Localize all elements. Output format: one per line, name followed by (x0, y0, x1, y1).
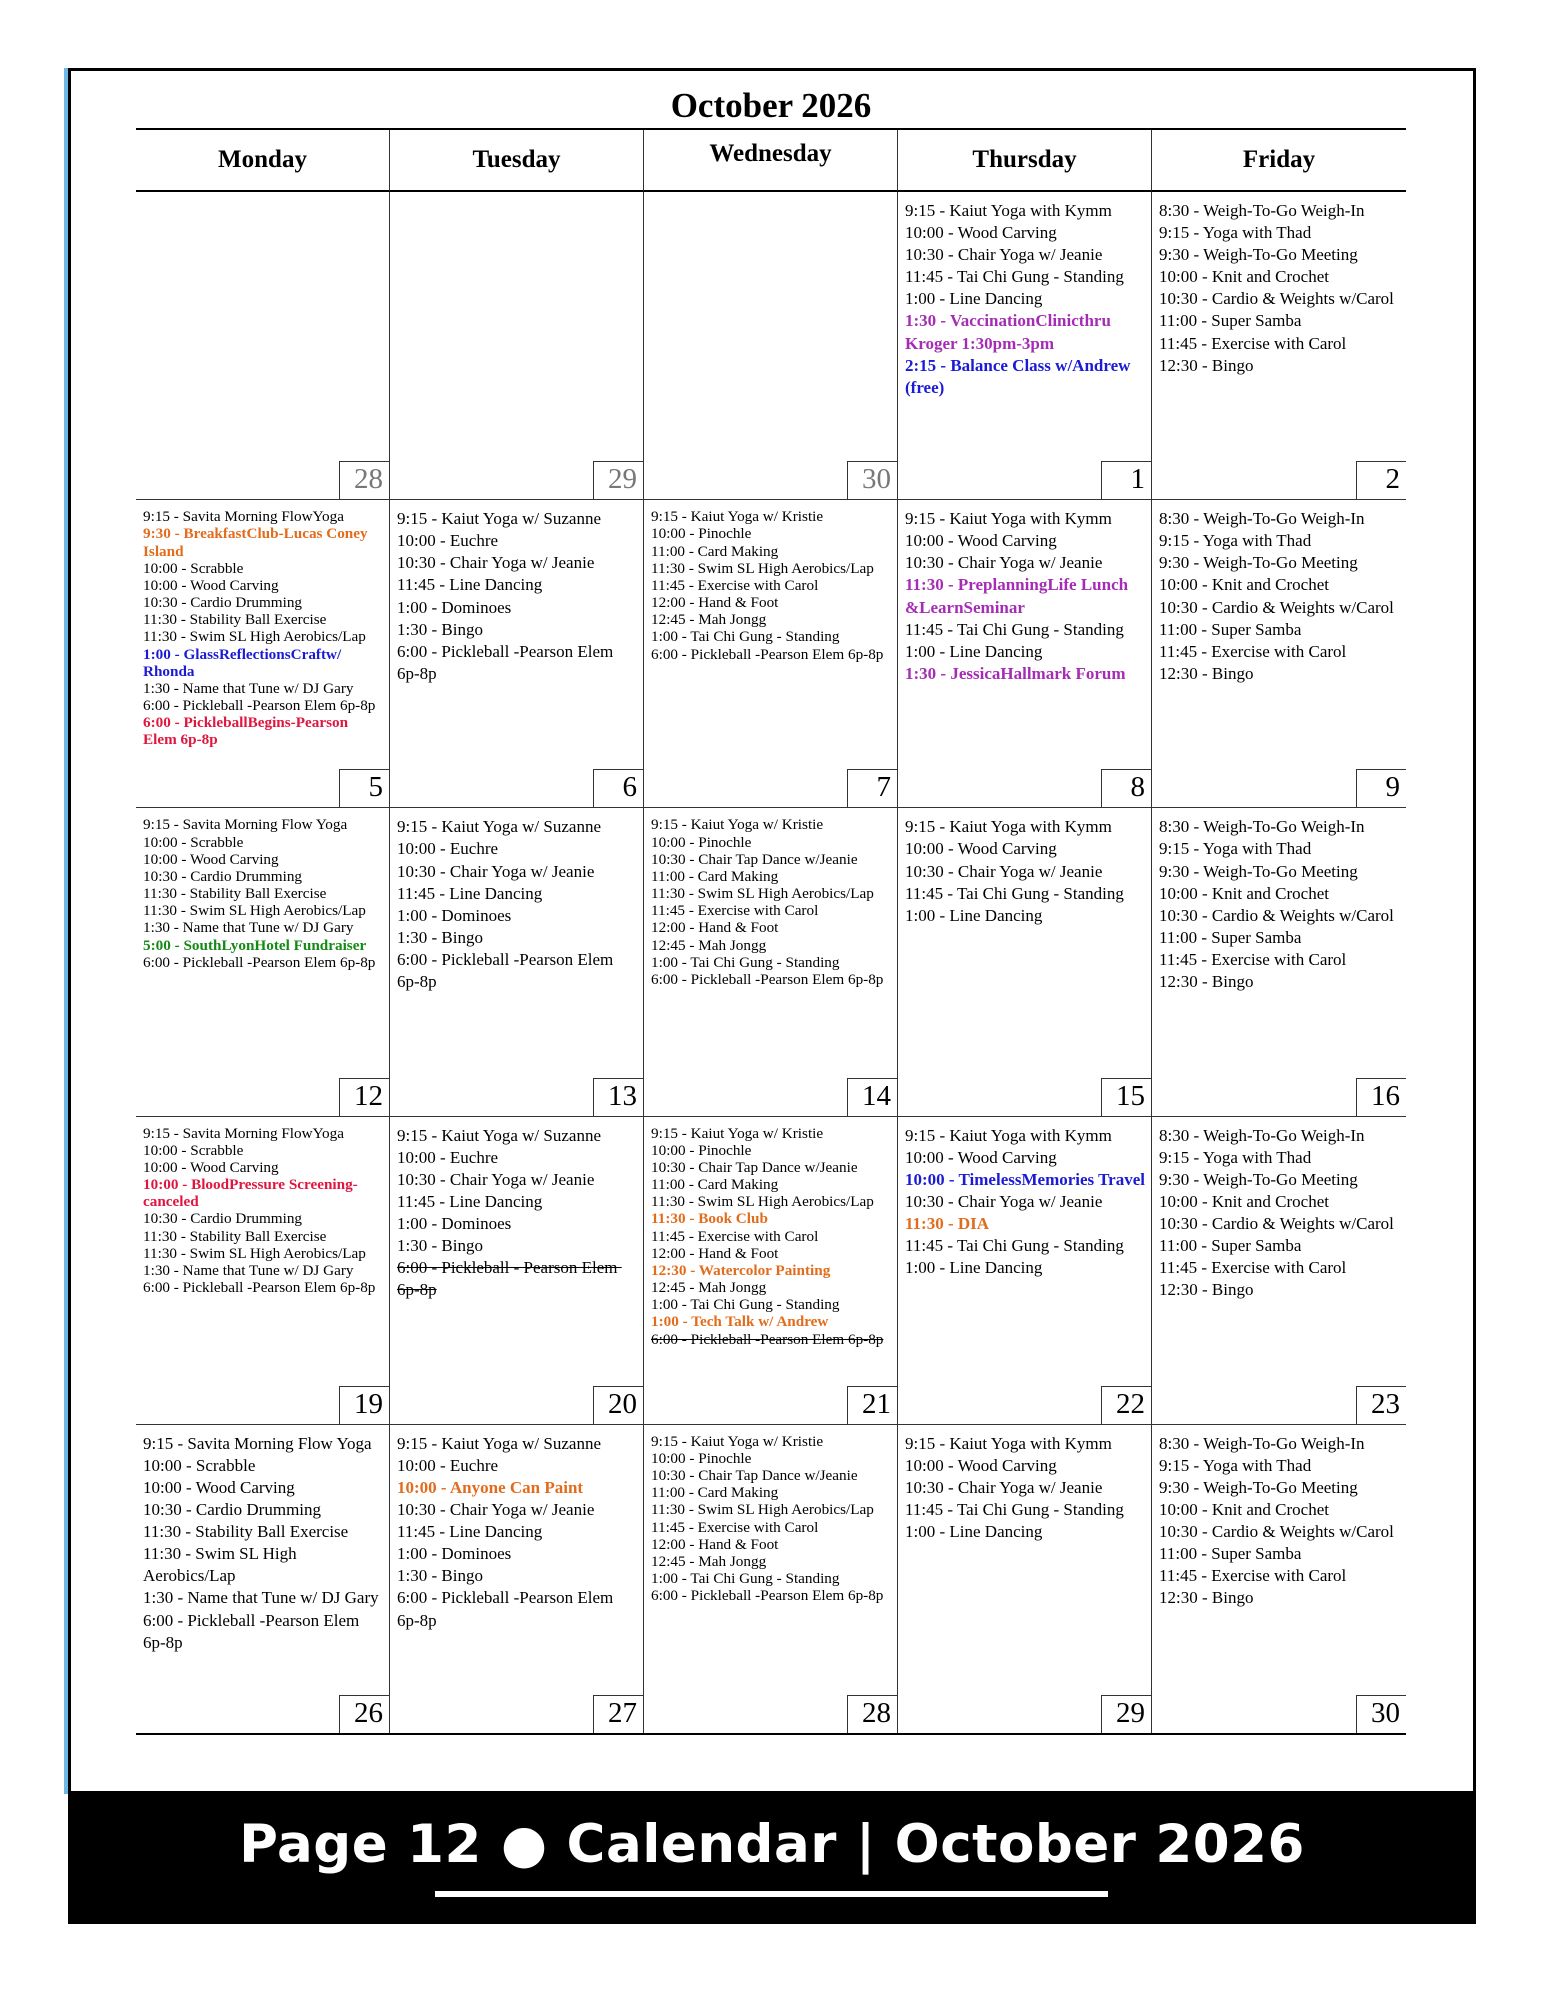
event-item: 10:30 - Chair Yoga w/ Jeanie (397, 1169, 595, 1189)
event-item: 10:30 - Cardio & Weights w/Carol (1159, 905, 1394, 925)
event-item: 1:00 - GlassReflectionsCraftw/ Rhonda (143, 645, 346, 680)
event-item: 11:45 - Line Dancing (397, 1522, 543, 1542)
event-list (1159, 1433, 1400, 1610)
event-list (397, 1125, 637, 1302)
event-item: 10:00 - TimelessMemories Travel (905, 1169, 1145, 1189)
event-item: 10:30 - Chair Tap Dance w/Jeanie (651, 1158, 858, 1176)
day-cell (644, 1425, 898, 1733)
event-item: 8:30 - Weigh-To-Go Weigh-In (1159, 817, 1365, 837)
footer-text: Page 12 ● Calendar | October 2026 (239, 1814, 1305, 1875)
day-cell (136, 192, 390, 500)
event-item: 11:45 - Exercise with Carol (1159, 949, 1347, 969)
day-cell (644, 808, 898, 1116)
event-item: 1:00 - Dominoes (397, 597, 512, 617)
event-item: 9:15 - Yoga with Thad (1159, 1455, 1312, 1475)
event-list (143, 1433, 383, 1654)
day-cell (136, 1117, 390, 1425)
event-item: 10:00 - Euchre (397, 1147, 499, 1167)
event-item: 10:00 - Pinochle (651, 525, 752, 543)
event-item: 10:00 - Euchre (397, 531, 499, 551)
event-list (651, 1433, 891, 1605)
event-item: 9:15 - Kaiut Yoga with Kymm (905, 509, 1112, 529)
event-item: 9:15 - Kaiut Yoga with Kymm (905, 201, 1112, 220)
event-list (143, 816, 383, 971)
event-item: 9:30 - Weigh-To-Go Meeting (1159, 1477, 1358, 1497)
event-item: 10:00 - Knit and Crochet (1159, 1500, 1329, 1520)
event-item: 11:30 - Swim SL High Aerobics/Lap (651, 885, 874, 903)
event-item: 10:30 - Chair Yoga w/ Jeanie (905, 245, 1103, 265)
event-item: 11:00 - Card Making (651, 1176, 779, 1194)
event-item: 9:15 - Savita Morning Flow Yoga (143, 1433, 372, 1453)
day-cell (390, 1117, 644, 1425)
event-list (1159, 816, 1400, 993)
event-list (397, 816, 637, 993)
event-item: 10:00 - Scrabble (143, 1455, 256, 1475)
event-item: 12:45 - Mah Jongg (651, 611, 767, 629)
event-item: 11:45 - Exercise with Carol (1159, 333, 1347, 353)
event-item: 1:00 - Line Dancing (905, 289, 1043, 309)
event-list (1159, 508, 1400, 685)
event-item: 10:00 - Knit and Crochet (1159, 1191, 1329, 1211)
day-cell (390, 500, 644, 808)
day-cell (1152, 192, 1406, 500)
event-item: 11:30 - Swim SL High Aerobics/Lap (651, 1193, 874, 1211)
day-number: 12 (339, 1078, 389, 1116)
event-item: 1:00 - Line Dancing (905, 905, 1043, 925)
footer-underline (435, 1891, 1108, 1897)
event-item: 10:30 - Cardio & Weights w/Carol (1159, 597, 1394, 617)
day-cell (898, 1117, 1152, 1425)
event-item: 9:15 - Yoga with Thad (1159, 531, 1312, 551)
event-item: 10:30 - Chair Yoga w/ Jeanie (397, 1500, 595, 1520)
day-cell (1152, 1117, 1406, 1425)
event-item: 12:45 - Mah Jongg (651, 1553, 767, 1570)
day-number: 16 (1356, 1078, 1406, 1116)
day-number: 30 (1356, 1695, 1406, 1733)
day-cell (390, 192, 644, 500)
event-item: 11:45 - Tai Chi Gung - Standing (905, 883, 1124, 903)
day-number: 7 (847, 769, 897, 807)
event-item: 1:30 - VaccinationClinicthru Kroger 1:30pm-3pm (905, 311, 1116, 353)
event-item: 10:00 - Scrabble (143, 1141, 244, 1159)
event-item: 11:30 - PreplanningLife Lunch &LearnSeminar (905, 575, 1133, 617)
day-number: 14 (847, 1078, 897, 1116)
day-number: 28 (847, 1695, 897, 1733)
event-item: 10:00 - Wood Carving (905, 839, 1057, 859)
day-number: 21 (847, 1386, 897, 1424)
day-cell (136, 1425, 390, 1733)
event-item: 10:30 - Cardio Drumming (143, 1210, 303, 1228)
event-item: 11:00 - Card Making (651, 542, 779, 560)
event-item: 6:00 - Pickleball -Pearson Elem 6p-8p (143, 697, 376, 715)
event-item: 12:45 - Mah Jongg (651, 936, 767, 954)
day-cell (1152, 1425, 1406, 1733)
event-item: 9:15 - Kaiut Yoga w/ Kristie (651, 1124, 824, 1142)
event-item: 10:00 - Wood Carving (905, 1147, 1057, 1167)
event-item: 11:45 - Tai Chi Gung - Standing (905, 1236, 1124, 1256)
event-item: 12:00 - Hand & Foot (651, 594, 779, 612)
event-list (905, 1125, 1145, 1280)
event-item: 11:45 - Line Dancing (397, 1191, 543, 1211)
event-item: 12:00 - Hand & Foot (651, 1535, 779, 1553)
event-item: 10:30 - Chair Yoga w/ Jeanie (905, 861, 1103, 881)
event-item: 11:45 - Exercise with Carol (1159, 641, 1347, 661)
event-list (905, 816, 1145, 926)
event-item: 11:45 - Exercise with Carol (1159, 1258, 1347, 1278)
event-item: 9:30 - Weigh-To-Go Meeting (1159, 553, 1358, 573)
event-item: 9:15 - Kaiut Yoga with Kymm (905, 817, 1112, 837)
event-item: 1:00 - Line Dancing (905, 641, 1043, 661)
day-number: 30 (847, 461, 897, 499)
event-list (143, 508, 383, 748)
day-number: 5 (339, 769, 389, 807)
event-item: 8:30 - Weigh-To-Go Weigh-In (1159, 201, 1365, 220)
event-item: 9:15 - Yoga with Thad (1159, 223, 1312, 243)
event-item: 1:00 - Tai Chi Gung - Standing (651, 1570, 840, 1588)
event-item: 1:30 - Bingo (397, 1566, 483, 1586)
event-item: 1:00 - Tai Chi Gung - Standing (651, 953, 840, 971)
event-item: 1:30 - JessicaHallmark Forum (905, 663, 1126, 683)
event-item: 10:00 - Knit and Crochet (1159, 267, 1329, 287)
event-item: 11:30 - Stability Ball Exercise (143, 1522, 349, 1542)
event-list (651, 508, 891, 663)
event-item: 11:00 - Super Samba (1159, 1236, 1302, 1256)
event-item: 10:30 - Cardio Drumming (143, 1500, 322, 1520)
event-item: 11:00 - Card Making (651, 867, 779, 885)
event-item: 11:00 - Super Samba (1159, 619, 1302, 639)
event-list (1159, 1125, 1400, 1302)
event-item: 10:00 - Scrabble (143, 833, 244, 851)
day-number: 9 (1356, 769, 1406, 807)
day-cell (898, 192, 1152, 500)
event-item: 2:15 - Balance Class w/Andrew (free) (905, 355, 1135, 397)
event-item: 9:15 - Kaiut Yoga w/ Kristie (651, 816, 824, 834)
event-item: 8:30 - Weigh-To-Go Weigh-In (1159, 1433, 1365, 1453)
event-item: 6:00 - Pickleball -Pearson Elem 6p-8p (651, 1587, 884, 1605)
event-list (1159, 200, 1400, 377)
event-item: 10:00 - Wood Carving (143, 576, 279, 594)
event-item: 10:30 - Chair Yoga w/ Jeanie (397, 861, 595, 881)
day-number: 8 (1101, 769, 1151, 807)
event-item: 9:15 - Yoga with Thad (1159, 839, 1312, 859)
event-item: 10:00 - Pinochle (651, 833, 752, 851)
event-item: 11:45 - Exercise with Carol (1159, 1566, 1347, 1586)
event-item: 1:00 - Line Dancing (905, 1258, 1043, 1278)
day-cell (136, 500, 390, 808)
day-cell (136, 808, 390, 1116)
event-item: 10:30 - Chair Tap Dance w/Jeanie (651, 1467, 858, 1485)
header-monday: Monday (136, 130, 390, 192)
event-item: 6:00 - Pickleball -Pearson Elem 6p-8p (397, 949, 618, 992)
event-item: 11:45 - Tai Chi Gung - Standing (905, 1500, 1124, 1520)
event-list (143, 1125, 383, 1297)
day-cell (390, 1425, 644, 1733)
day-cell (1152, 500, 1406, 808)
day-cell (1152, 808, 1406, 1116)
event-item: 11:45 - Exercise with Carol (651, 902, 819, 920)
event-item: 9:15 - Savita Morning FlowYoga (143, 1124, 344, 1142)
event-item: 1:00 - Dominoes (397, 905, 512, 925)
event-item: 11:00 - Super Samba (1159, 311, 1302, 331)
event-list (397, 508, 637, 685)
event-item: 10:30 - Chair Yoga w/ Jeanie (905, 1191, 1103, 1211)
day-number: 28 (339, 461, 389, 499)
event-item: 6:00 - Pickleball -Pearson Elem 6p-8p (143, 1610, 364, 1652)
footer-bar (68, 1794, 1476, 1924)
day-cell (644, 1117, 898, 1425)
event-item: 1:00 - Tai Chi Gung - Standing (651, 628, 840, 646)
day-number: 20 (593, 1386, 643, 1424)
event-item: 1:30 - Name that Tune w/ DJ Gary (143, 679, 354, 697)
event-item: 10:00 - Wood Carving (143, 850, 279, 868)
event-item: 6:00 - Pickleball -Pearson Elem 6p-8p (397, 641, 618, 683)
event-item: 12:30 - Bingo (1159, 1280, 1254, 1300)
event-item: 10:00 - Pinochle (651, 1449, 752, 1467)
event-item: 11:00 - Super Samba (1159, 927, 1302, 947)
event-item: 9:30 - Weigh-To-Go Meeting (1159, 861, 1358, 881)
event-item: 12:30 - Watercolor Painting (651, 1261, 831, 1279)
header-wednesday: Wednesday (644, 130, 898, 192)
event-item: 11:30 - Swim SL High Aerobics/Lap (143, 1244, 366, 1262)
event-item: 10:00 - Wood Carving (905, 223, 1057, 243)
event-item: 9:15 - Kaiut Yoga with Kymm (905, 1125, 1112, 1145)
event-item: 12:30 - Bingo (1159, 663, 1254, 683)
calendar-title: October 2026 (670, 86, 872, 125)
event-item: 11:45 - Tai Chi Gung - Standing (905, 267, 1124, 287)
event-item: 6:00 - Pickleball -Pearson Elem 6p-8p (143, 953, 376, 971)
day-number: 29 (593, 461, 643, 499)
event-item: 1:30 - Name that Tune w/ DJ Gary (143, 1588, 379, 1608)
day-cell (898, 808, 1152, 1116)
event-item: 1:30 - Bingo (397, 1236, 483, 1256)
event-item: 10:00 - Euchre (397, 1455, 499, 1475)
event-item: 6:00 - Pickleball -Pearson Elem 6p-8p (651, 645, 884, 663)
event-item: 10:00 - Knit and Crochet (1159, 883, 1329, 903)
event-list (905, 200, 1145, 399)
day-cell (644, 192, 898, 500)
event-item: 11:45 - Line Dancing (397, 575, 543, 595)
event-item: 6:00 - Pickleball -Pearson Elem 6p-8p (397, 1588, 618, 1630)
event-item: 9:15 - Kaiut Yoga w/ Kristie (651, 1432, 824, 1450)
event-item: 9:15 - Kaiut Yoga w/ Suzanne (397, 817, 601, 837)
event-item: 11:30 - Swim SL High Aerobics/Lap (651, 559, 874, 577)
day-cell (644, 500, 898, 808)
event-item: 10:00 - Wood Carving (905, 531, 1057, 551)
event-item: 5:00 - SouthLyonHotel Fundraiser (143, 936, 367, 954)
event-item: 6:00 - Pickleball - Pearson Elem 6p-8p (397, 1258, 622, 1300)
day-number: 22 (1101, 1386, 1151, 1424)
header-friday: Friday (1152, 130, 1406, 192)
day-cell (898, 500, 1152, 808)
event-item: 11:45 - Tai Chi Gung - Standing (905, 619, 1124, 639)
event-item: 11:00 - Card Making (651, 1484, 779, 1502)
day-number: 6 (593, 769, 643, 807)
event-item: 10:30 - Cardio Drumming (143, 594, 303, 612)
event-item: 9:15 - Kaiut Yoga w/ Suzanne (397, 1433, 601, 1453)
event-item: 9:15 - Savita Morning FlowYoga (143, 508, 344, 526)
event-item: 9:15 - Yoga with Thad (1159, 1147, 1312, 1167)
event-item: 9:30 - BreakfastClub-Lucas Coney Island (143, 525, 372, 560)
event-item: 11:30 - Swim SL High Aerobics/Lap (143, 902, 366, 920)
day-cell (898, 1425, 1152, 1733)
event-item: 1:00 - Dominoes (397, 1213, 512, 1233)
event-item: 6:00 - Pickleball -Pearson Elem 6p-8p (651, 970, 884, 988)
event-item: 10:00 - Wood Carving (143, 1477, 295, 1497)
event-item: 9:15 - Kaiut Yoga w/ Suzanne (397, 1125, 601, 1145)
event-item: 9:15 - Kaiut Yoga with Kymm (905, 1433, 1112, 1453)
event-item: 11:30 - Swim SL High Aerobics/Lap (143, 1544, 300, 1586)
event-item: 10:00 - Knit and Crochet (1159, 575, 1329, 595)
event-item: 9:15 - Kaiut Yoga w/ Kristie (651, 508, 824, 526)
day-number: 26 (339, 1695, 389, 1733)
event-item: 11:45 - Exercise with Carol (651, 1518, 819, 1536)
event-list (651, 816, 891, 988)
event-item: 10:00 - Anyone Can Paint (397, 1477, 584, 1497)
event-item: 10:30 - Cardio & Weights w/Carol (1159, 1522, 1394, 1542)
event-list (905, 508, 1145, 685)
event-item: 1:30 - Name that Tune w/ DJ Gary (143, 1261, 354, 1279)
event-item: 8:30 - Weigh-To-Go Weigh-In (1159, 509, 1365, 529)
event-item: 1:00 - Tech Talk w/ Andrew (651, 1313, 829, 1331)
event-item: 10:00 - Wood Carving (905, 1455, 1057, 1475)
event-item: 10:30 - Cardio Drumming (143, 867, 303, 885)
event-item: 12:45 - Mah Jongg (651, 1279, 767, 1297)
event-item: 1:00 - Dominoes (397, 1544, 512, 1564)
event-item: 10:00 - BloodPressure Screening-canceled (143, 1176, 358, 1211)
event-item: 10:30 - Chair Yoga w/ Jeanie (905, 1477, 1103, 1497)
event-item: 9:15 - Savita Morning Flow Yoga (143, 816, 348, 834)
event-item: 11:45 - Line Dancing (397, 883, 543, 903)
calendar-grid (136, 128, 1406, 1735)
day-cell (390, 808, 644, 1116)
event-item: 10:30 - Cardio & Weights w/Carol (1159, 1213, 1394, 1233)
event-item: 6:00 - Pickleball -Pearson Elem 6p-8p (143, 1279, 376, 1297)
event-item: 1:30 - Bingo (397, 619, 483, 639)
event-item: 11:45 - Exercise with Carol (651, 1227, 819, 1245)
event-item: 11:30 - Book Club (651, 1210, 768, 1228)
event-item: 8:30 - Weigh-To-Go Weigh-In (1159, 1125, 1365, 1145)
event-item: 10:00 - Euchre (397, 839, 499, 859)
event-item: 11:00 - Super Samba (1159, 1544, 1302, 1564)
day-number: 15 (1101, 1078, 1151, 1116)
event-item: 1:00 - Tai Chi Gung - Standing (651, 1296, 840, 1314)
event-item: 10:00 - Wood Carving (143, 1158, 279, 1176)
event-item: 10:30 - Chair Tap Dance w/Jeanie (651, 850, 858, 868)
event-item: 12:00 - Hand & Foot (651, 1244, 779, 1262)
event-item: 12:30 - Bingo (1159, 355, 1254, 375)
event-item: 12:30 - Bingo (1159, 972, 1254, 992)
day-number: 29 (1101, 1695, 1151, 1733)
event-item: 10:30 - Chair Yoga w/ Jeanie (397, 553, 595, 573)
event-item: 11:30 - Stability Ball Exercise (143, 885, 327, 903)
event-item: 11:45 - Exercise with Carol (651, 576, 819, 594)
header-thursday: Thursday (898, 130, 1152, 192)
event-item: 1:30 - Bingo (397, 927, 483, 947)
day-number: 27 (593, 1695, 643, 1733)
event-item: 11:30 - Stability Ball Exercise (143, 1227, 327, 1245)
event-item: 6:00 - PickleballBegins-Pearson Elem 6p-8p (143, 714, 352, 749)
event-item: 10:30 - Chair Yoga w/ Jeanie (905, 553, 1103, 573)
day-number: 19 (339, 1386, 389, 1424)
event-item: 12:00 - Hand & Foot (651, 919, 779, 937)
event-item: 11:30 - Stability Ball Exercise (143, 611, 327, 629)
event-item: 9:15 - Kaiut Yoga w/ Suzanne (397, 509, 601, 529)
event-item: 1:00 - Line Dancing (905, 1522, 1043, 1542)
event-item: 9:30 - Weigh-To-Go Meeting (1159, 245, 1358, 265)
event-item: 6:00 - Pickleball -Pearson Elem 6p-8p (651, 1330, 884, 1348)
event-item: 10:30 - Cardio & Weights w/Carol (1159, 289, 1394, 309)
day-number: 13 (593, 1078, 643, 1116)
day-number: 1 (1101, 461, 1151, 499)
day-number: 2 (1356, 461, 1406, 499)
event-list (397, 1433, 637, 1632)
event-item: 11:30 - DIA (905, 1213, 990, 1233)
event-item: 10:00 - Scrabble (143, 559, 244, 577)
event-item: 12:30 - Bingo (1159, 1588, 1254, 1608)
event-item: 11:30 - Swim SL High Aerobics/Lap (143, 628, 366, 646)
event-item: 9:30 - Weigh-To-Go Meeting (1159, 1169, 1358, 1189)
header-tuesday: Tuesday (390, 130, 644, 192)
event-list (905, 1433, 1145, 1543)
event-list (651, 1125, 891, 1348)
event-item: 10:00 - Pinochle (651, 1141, 752, 1159)
event-item: 1:30 - Name that Tune w/ DJ Gary (143, 919, 354, 937)
event-item: 11:30 - Swim SL High Aerobics/Lap (651, 1501, 874, 1519)
day-number: 23 (1356, 1386, 1406, 1424)
